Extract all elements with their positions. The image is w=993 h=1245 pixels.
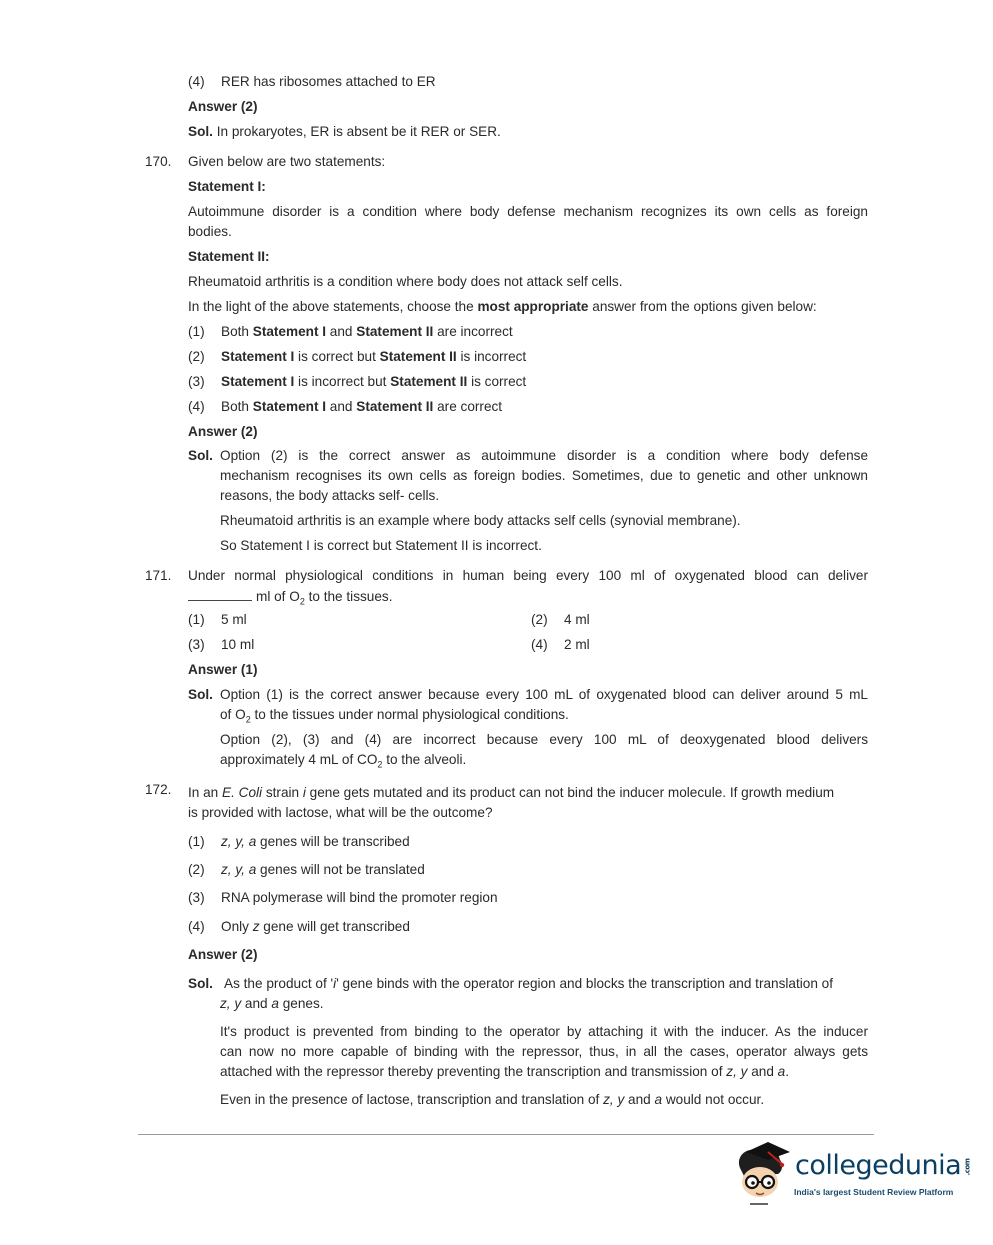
- option-text: Only: [221, 919, 253, 934]
- option-text: 2 ml: [564, 637, 590, 652]
- sol-italic: i: [333, 976, 337, 991]
- option-italic: z: [252, 919, 260, 934]
- option-item: [188, 862, 425, 877]
- option-text: Statement I: [252, 324, 327, 339]
- option-text: Statement I: [252, 399, 327, 414]
- option-item: [188, 324, 513, 339]
- statement-2-text: Rheumatoid arthritis is a condition where body does not attack self cells.: [188, 274, 623, 289]
- mascot-graduation-cap-icon: [734, 1138, 796, 1210]
- option-number: (1): [188, 324, 205, 339]
- option-text: genes will be transcribed: [256, 834, 410, 849]
- sol-line: [220, 707, 569, 725]
- option-text: Statement II: [379, 349, 457, 364]
- option-text: is incorrect: [456, 349, 527, 364]
- option-item: [188, 399, 502, 414]
- sol-label: Sol.: [188, 124, 213, 139]
- option-text: 4 ml: [564, 612, 590, 627]
- option-text: 10 ml: [221, 637, 255, 652]
- sol-line: Option (2), (3) and (4) are incorrect because every 100 mL of deoxygenated blood delivers: [220, 732, 868, 747]
- question-stem: Given below are two statements:: [188, 154, 386, 169]
- sol-text: genes.: [278, 996, 324, 1011]
- option-item: [188, 890, 498, 905]
- question-stem: [188, 785, 834, 800]
- subscript: 2: [299, 596, 305, 607]
- sol-text: attached with the repressor thereby preventing the transcription and transmission of: [220, 1064, 727, 1079]
- sol-text: and: [747, 1064, 778, 1079]
- question-stem: Under normal physiological conditions in human being every 100 ml of oxygenated blood can deliver: [188, 568, 868, 583]
- sol-line: Option (1) is the correct answer because every 100 mL of oxygenated blood can deliver around 5 mL: [220, 687, 868, 702]
- option-item: [188, 374, 526, 389]
- sol-italic: a: [271, 996, 279, 1011]
- sol-line: can now no more capable of binding with the repressor, thus, in all the cases, operator always gets: [220, 1044, 868, 1059]
- option-text: Statement I: [221, 374, 295, 389]
- footer-divider: [138, 1134, 874, 1135]
- option-text: is correct: [467, 374, 527, 389]
- sol-line: [224, 976, 833, 991]
- sol-line: reasons, the body attacks self- cells.: [220, 488, 440, 503]
- stem-italic: E. Coli: [222, 785, 263, 800]
- question-number-172: 172.: [145, 782, 172, 797]
- option-number: (4): [531, 637, 548, 652]
- option-text: are correct: [433, 399, 503, 414]
- sol-text: Even in the presence of lactose, transcription and translation of: [220, 1092, 604, 1107]
- instruction: [188, 299, 817, 314]
- sol-text: of O: [220, 707, 246, 722]
- option-number: (4): [188, 399, 205, 414]
- sol-text: and: [624, 1092, 655, 1107]
- option-item: [188, 834, 410, 849]
- statement-1-label: Statement I:: [188, 179, 266, 194]
- option-text: and: [326, 324, 357, 339]
- option-number: (3): [188, 890, 205, 905]
- sol-text: and: [241, 996, 272, 1011]
- statement-2-label: Statement II:: [188, 249, 270, 264]
- question-number-171: 171.: [145, 568, 172, 583]
- sol-italic: a: [654, 1092, 663, 1107]
- option-text: RER has ribosomes attached to ER: [221, 74, 436, 89]
- sol-line: mechanism recognises its own cells as foreign bodies. Sometimes, due to genetic and other unknown: [220, 468, 868, 483]
- sol-text: .: [785, 1064, 789, 1079]
- option-item: [531, 637, 590, 652]
- option-text: Statement I: [221, 349, 295, 364]
- option-number: (2): [188, 349, 205, 364]
- option-text: Statement II: [390, 374, 468, 389]
- sol-text: to the alveoli.: [382, 752, 467, 767]
- stem-text: strain: [262, 785, 303, 800]
- option-text: gene will get transcribed: [259, 919, 410, 934]
- option-text: 5 ml: [221, 612, 247, 627]
- sol-italic: z, y: [726, 1064, 748, 1079]
- option-text: Both: [221, 399, 253, 414]
- stem-text: In an: [188, 785, 223, 800]
- brand-name: collegedunia: [795, 1150, 962, 1181]
- sol-label: Sol.: [188, 687, 213, 702]
- option-italic: z, y, a: [221, 834, 257, 849]
- brand-tagline: India's largest Student Review Platform: [794, 1187, 954, 1197]
- sol-line: [220, 1092, 764, 1107]
- sol-line: [220, 752, 466, 770]
- brand-wordmark: [795, 1150, 976, 1181]
- sol-text: approximately 4 mL of CO: [220, 752, 378, 767]
- sol-italic: z, y: [220, 996, 242, 1011]
- sol-italic: a: [777, 1064, 786, 1079]
- option-number: (4): [188, 919, 205, 934]
- sol-line: It's product is prevented from binding to the operator by attaching it with the inducer. As the inducer: [220, 1024, 868, 1039]
- statement-1-line: bodies.: [188, 224, 232, 239]
- option-text: RNA polymerase will bind the promoter region: [221, 890, 498, 905]
- sol-label: Sol.: [188, 448, 213, 463]
- stem-text: ml of O: [256, 589, 300, 604]
- instr-text: In the light of the above statements, choose the: [188, 299, 478, 314]
- fill-blank: [188, 588, 252, 601]
- answer-label: Answer (2): [188, 947, 258, 962]
- sol-text: to the tissues under normal physiological conditions.: [250, 707, 569, 722]
- sol-line: [220, 1064, 789, 1079]
- option-text: and: [326, 399, 357, 414]
- solution: [188, 124, 501, 139]
- stem-text: gene gets mutated and its product can not bind the inducer molecule. If growth medium: [305, 785, 835, 800]
- sol-text: ' gene binds with the operator region and blocks the transcription and translation of: [336, 976, 833, 991]
- option-text: is correct but: [294, 349, 380, 364]
- sol-line: So Statement I is correct but Statement II is incorrect.: [220, 538, 542, 553]
- statement-1-line: Autoimmune disorder is a condition where body defense mechanism recognizes its own cells as foreign: [188, 204, 868, 219]
- option-text: Both: [221, 324, 253, 339]
- answer-label: Answer (2): [188, 99, 258, 114]
- option-number: (1): [188, 834, 205, 849]
- sol-text: would not occur.: [662, 1092, 765, 1107]
- option-item: [531, 612, 590, 627]
- option-number: (3): [188, 374, 205, 389]
- option-text: Statement II: [356, 324, 434, 339]
- option-item: [188, 637, 254, 652]
- option-number: (2): [188, 862, 205, 877]
- question-stem: [188, 588, 392, 607]
- sol-line: Rheumatoid arthritis is an example where body attacks self cells (synovial membrane).: [220, 513, 741, 528]
- stem-italic: i: [302, 785, 306, 800]
- instr-bold: most appropriate: [477, 299, 589, 314]
- subscript: 2: [245, 714, 251, 725]
- sol-text: In prokaryotes, ER is absent be it RER or SER.: [216, 124, 501, 139]
- instr-text: answer from the options given below:: [588, 299, 817, 314]
- option-number: (3): [188, 637, 205, 652]
- question-number-170: 170.: [145, 154, 172, 169]
- option-item: [188, 612, 247, 627]
- answer-label: Answer (2): [188, 424, 258, 439]
- option-italic: z, y, a: [221, 862, 257, 877]
- sol-label: Sol.: [188, 976, 213, 991]
- answer-label: Answer (1): [188, 662, 258, 677]
- sol-text: As the product of ': [224, 976, 334, 991]
- option-number: (1): [188, 612, 205, 627]
- sol-line: [220, 996, 324, 1011]
- sol-italic: z, y: [603, 1092, 625, 1107]
- option-number: (4): [188, 74, 205, 89]
- option-item: [188, 919, 410, 934]
- option-text: genes will not be translated: [256, 862, 425, 877]
- stem-text: to the tissues.: [304, 589, 393, 604]
- option-text: Statement II: [356, 399, 434, 414]
- subscript: 2: [377, 759, 383, 770]
- option-item: [188, 74, 436, 89]
- option-text: are incorrect: [433, 324, 513, 339]
- question-stem: is provided with lactose, what will be the outcome?: [188, 805, 493, 820]
- brand-com: .com: [963, 1158, 972, 1175]
- option-number: (2): [531, 612, 548, 627]
- sol-line: Option (2) is the correct answer as autoimmune disorder is a condition where body defense: [220, 448, 868, 463]
- option-item: [188, 349, 526, 364]
- option-text: is incorrect but: [294, 374, 391, 389]
